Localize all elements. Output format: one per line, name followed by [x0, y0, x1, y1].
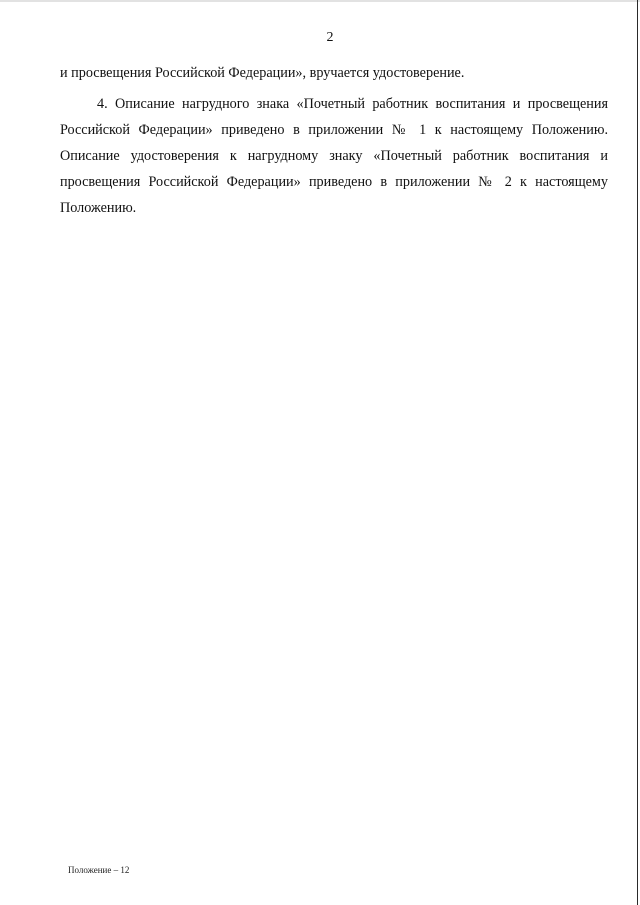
page-number: 2 — [326, 30, 334, 45]
body-text — [60, 60, 608, 221]
footer-doc-label: Положение – 12 — [68, 865, 130, 875]
paragraph-item-4: 4. Описание нагрудного знака «Почетный работник воспитания и просвещения Российской Федерации» приведено в приложении № 1 к настоящему Положению. Описание удостоверения к нагрудному знаку «Почетный работник воспитания и просвещения Российской Федерации» приведено в приложении № 2 к настоящему Положению. — [60, 96, 608, 216]
scan-edge-top — [0, 0, 640, 2]
scan-edge-right — [637, 0, 638, 905]
paragraph-continuation: и просвещения Российской Федерации», вручается удостоверение. — [60, 65, 465, 81]
